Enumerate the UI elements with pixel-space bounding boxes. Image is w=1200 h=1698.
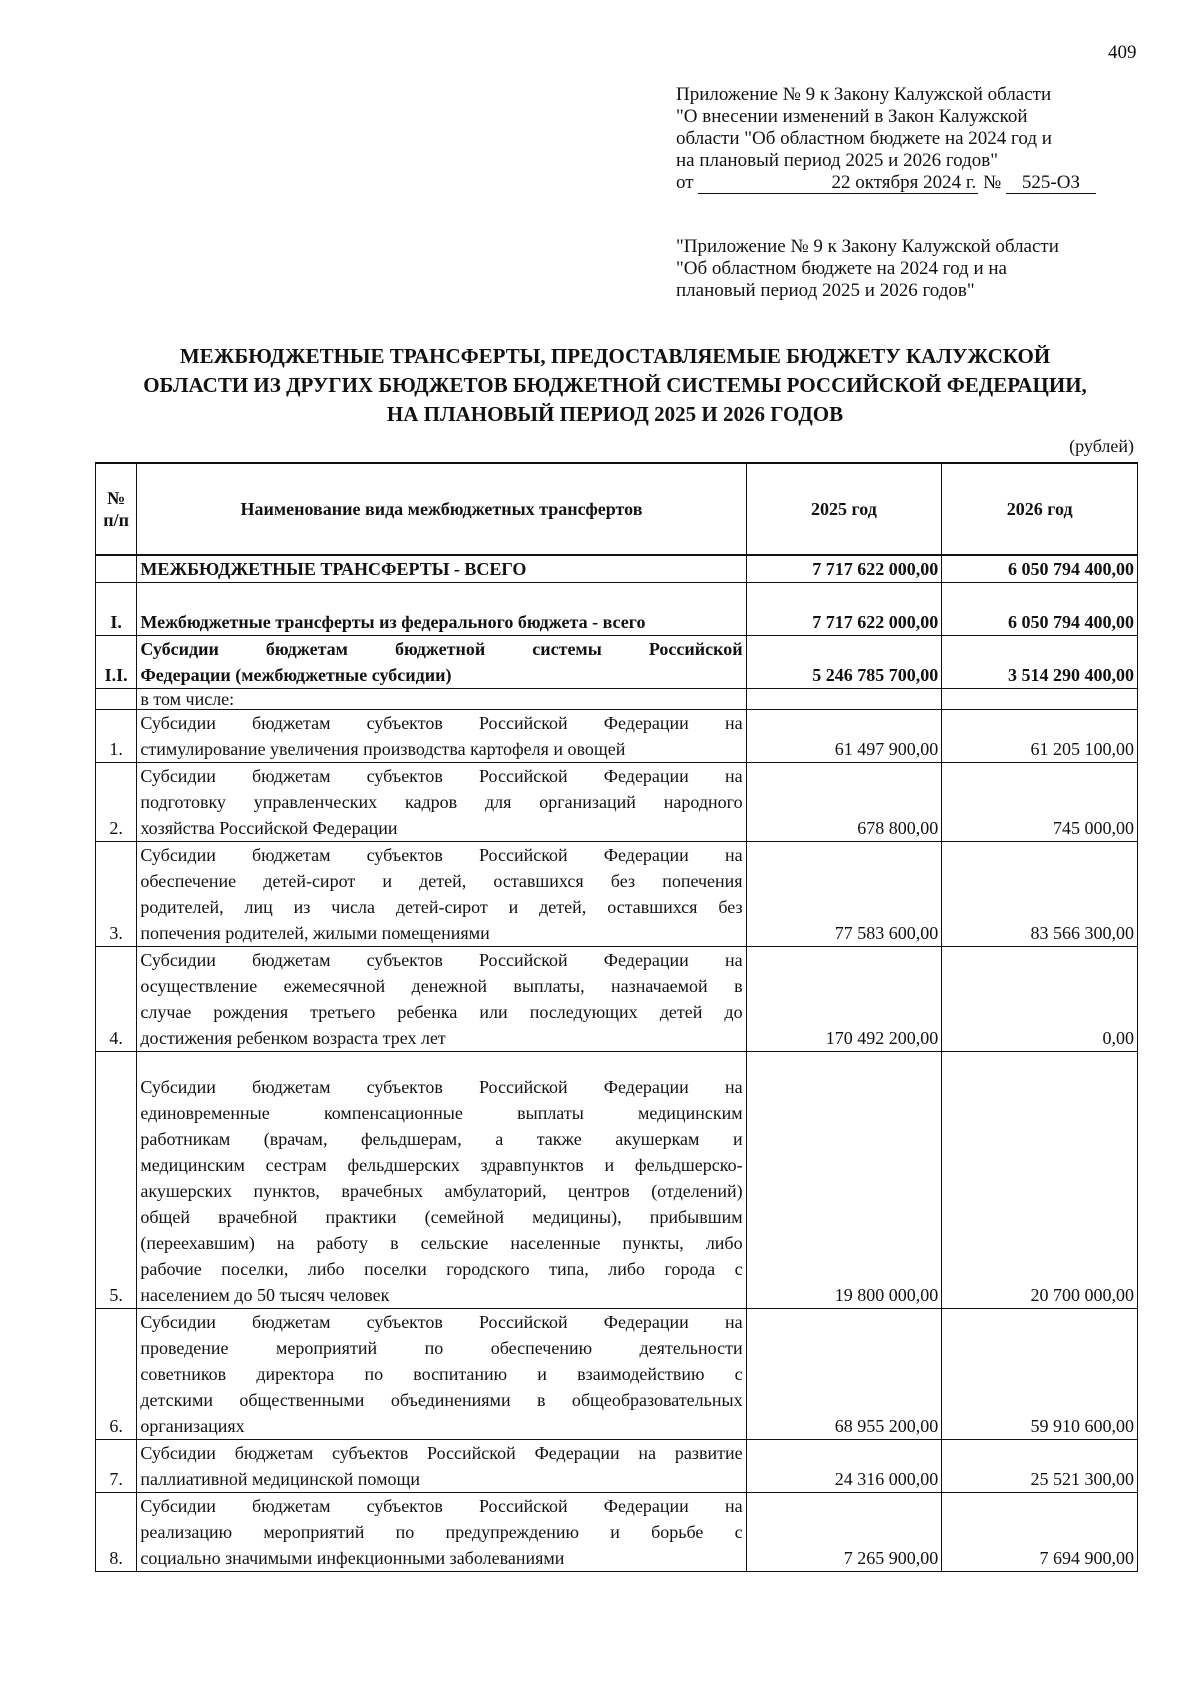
appendix-line: плановый период 2025 и 2026 годов" bbox=[676, 280, 975, 301]
value-2026: 20 700 000,00 bbox=[942, 1052, 1138, 1309]
appendix-line: на плановый период 2025 и 2026 годов" bbox=[676, 150, 998, 171]
appendix-line: "О внесении изменений в Закон Калужской bbox=[676, 106, 1028, 127]
value-2025: 678 800,00 bbox=[746, 763, 942, 842]
table-row bbox=[96, 842, 1138, 947]
row-number: 4. bbox=[96, 947, 137, 1052]
value-2026: 6 050 794 400,00 bbox=[942, 555, 1138, 583]
transfer-name-line: проведение мероприятий по обеспечению деятельности bbox=[140, 1338, 743, 1358]
value-2025: 7 717 622 000,00 bbox=[746, 555, 942, 583]
transfer-name-line: социально значимыми инфекционными заболеваниями bbox=[140, 1548, 565, 1568]
transfer-name-line: осуществление ежемесячной денежной выплаты, назначаемой в bbox=[140, 976, 743, 996]
transfer-name-line: Субсидии бюджетам бюджетной системы Российской bbox=[140, 639, 743, 659]
value-2025: 19 800 000,00 bbox=[746, 1052, 942, 1309]
transfer-name bbox=[137, 763, 746, 842]
transfer-name bbox=[137, 947, 746, 1052]
table-row bbox=[96, 583, 1138, 636]
transfer-name-line: паллиативной медицинской помощи bbox=[140, 1469, 420, 1489]
transfer-name-line: МЕЖБЮДЖЕТНЫЕ ТРАНСФЕРТЫ - ВСЕГО bbox=[140, 559, 527, 579]
title-line: ОБЛАСТИ ИЗ ДРУГИХ БЮДЖЕТОВ БЮДЖЕТНОЙ СИСТЕМЫ РОССИЙСКОЙ ФЕДЕРАЦИИ, bbox=[143, 373, 1087, 397]
header-2025: 2025 год bbox=[746, 463, 942, 555]
transfer-name-line: Субсидии бюджетам субъектов Российской Федерации на bbox=[140, 1077, 743, 1097]
transfer-name-line: в том числе: bbox=[140, 689, 235, 709]
value-2025: 61 497 900,00 bbox=[746, 710, 942, 763]
row-number bbox=[96, 555, 137, 583]
transfer-name-line: Субсидии бюджетам субъектов Российской Федерации на bbox=[140, 713, 743, 733]
row-number: I.I. bbox=[96, 636, 137, 689]
value-2026: 6 050 794 400,00 bbox=[942, 583, 1138, 636]
value-2026: 0,00 bbox=[942, 947, 1138, 1052]
appendix-line: "Об областном бюджете на 2024 год и на bbox=[676, 258, 1007, 279]
transfer-name-line: обеспечение детей-сирот и детей, оставшихся без попечения bbox=[140, 871, 743, 891]
row-number: 6. bbox=[96, 1309, 137, 1440]
transfer-name bbox=[137, 1493, 746, 1572]
transfer-name-line: общей врачебной практики (семейной медицины), прибывшим bbox=[140, 1207, 743, 1227]
transfer-name bbox=[137, 689, 746, 710]
value-2025: 5 246 785 700,00 bbox=[746, 636, 942, 689]
transfer-name-line: достижения ребенком возраста трех лет bbox=[140, 1028, 446, 1048]
row-number: I. bbox=[96, 583, 137, 636]
transfer-name-line: детскими общественными объединениями в общеобразовательных bbox=[140, 1390, 743, 1410]
value-2026: 745 000,00 bbox=[942, 763, 1138, 842]
transfer-name-line: случае рождения третьего ребенка или последующих детей до bbox=[140, 1002, 743, 1022]
transfer-name-line: акушерских пунктов, врачебных амбулаторий, центров (отделений) bbox=[140, 1181, 743, 1201]
table-row bbox=[96, 763, 1138, 842]
law-date: 22 октября 2024 г. bbox=[698, 173, 978, 194]
table-row bbox=[96, 689, 1138, 710]
appendix-line: "Приложение № 9 к Закону Калужской области bbox=[676, 236, 1059, 257]
transfer-name-line: попечения родителей, жилыми помещениями bbox=[140, 923, 490, 943]
row-number: 1. bbox=[96, 710, 137, 763]
table-row bbox=[96, 1309, 1138, 1440]
transfers-table bbox=[95, 462, 1138, 1572]
value-2026 bbox=[942, 689, 1138, 710]
transfer-name-line: советников директора по воспитанию и взаимодействию с bbox=[140, 1364, 743, 1384]
transfer-name bbox=[137, 555, 746, 583]
transfer-name bbox=[137, 710, 746, 763]
value-2026: 59 910 600,00 bbox=[942, 1309, 1138, 1440]
units-label: (рублей) bbox=[1069, 436, 1134, 456]
row-number: 5. bbox=[96, 1052, 137, 1309]
value-2025: 7 265 900,00 bbox=[746, 1493, 942, 1572]
row-number: 7. bbox=[96, 1440, 137, 1493]
document-title bbox=[90, 342, 1140, 429]
value-2025: 24 316 000,00 bbox=[746, 1440, 942, 1493]
table-row bbox=[96, 710, 1138, 763]
value-2026: 3 514 290 400,00 bbox=[942, 636, 1138, 689]
header-2026: 2026 год bbox=[942, 463, 1138, 555]
transfer-name-line: реализацию мероприятий по предупреждению и борьбе с bbox=[140, 1522, 743, 1542]
table-header-row bbox=[96, 463, 1138, 555]
number-prefix: № bbox=[983, 172, 1002, 193]
table-row bbox=[96, 1493, 1138, 1572]
table-row bbox=[96, 947, 1138, 1052]
date-prefix: от bbox=[676, 172, 694, 193]
value-2026: 83 566 300,00 bbox=[942, 842, 1138, 947]
transfer-name bbox=[137, 1440, 746, 1493]
appendix-line: области "Об областном бюджете на 2024 год и bbox=[676, 128, 1052, 149]
value-2025 bbox=[746, 689, 942, 710]
header-num: № п/п bbox=[96, 463, 137, 555]
table-row bbox=[96, 1052, 1138, 1309]
title-line: МЕЖБЮДЖЕТНЫЕ ТРАНСФЕРТЫ, ПРЕДОСТАВЛЯЕМЫЕ БЮДЖЕТУ КАЛУЖСКОЙ bbox=[179, 344, 1051, 368]
transfer-name-line: родителей, лиц из числа детей-сирот и детей, оставшихся без bbox=[140, 897, 743, 917]
row-number: 8. bbox=[96, 1493, 137, 1572]
value-2026: 61 205 100,00 bbox=[942, 710, 1138, 763]
transfer-name-line: медицинским сестрам фельдшерских здравпунктов и фельдшерско- bbox=[140, 1155, 743, 1175]
appendix-header-original bbox=[676, 236, 1059, 302]
appendix-line: Приложение № 9 к Закону Калужской области bbox=[676, 84, 1052, 105]
transfer-name-line: Межбюджетные трансферты из федерального бюджета - всего bbox=[140, 612, 646, 632]
title-line: НА ПЛАНОВЫЙ ПЕРИОД 2025 И 2026 ГОДОВ bbox=[386, 402, 844, 426]
transfer-name-line: Федерации (межбюджетные субсидии) bbox=[140, 665, 452, 685]
law-number: 525-ОЗ bbox=[1006, 173, 1096, 194]
table-body bbox=[96, 555, 1138, 1572]
transfer-name-line: рабочие поселки, либо поселки городского типа, либо города с bbox=[140, 1259, 743, 1279]
transfer-name bbox=[137, 583, 746, 636]
transfer-name bbox=[137, 1052, 746, 1309]
transfer-name-line: хозяйства Российской Федерации bbox=[140, 818, 398, 838]
value-2025: 170 492 200,00 bbox=[746, 947, 942, 1052]
law-date-line bbox=[676, 172, 1096, 194]
table-row bbox=[96, 1440, 1138, 1493]
transfer-name-line: работникам (врачам, фельдшерам, а также акушеркам и bbox=[140, 1129, 743, 1149]
value-2026: 7 694 900,00 bbox=[942, 1493, 1138, 1572]
row-number: 2. bbox=[96, 763, 137, 842]
value-2025: 77 583 600,00 bbox=[746, 842, 942, 947]
value-2025: 7 717 622 000,00 bbox=[746, 583, 942, 636]
transfer-name-line: Субсидии бюджетам субъектов Российской Федерации на bbox=[140, 1496, 743, 1516]
transfer-name bbox=[137, 636, 746, 689]
transfer-name-line: Субсидии бюджетам субъектов Российской Федерации на bbox=[140, 766, 743, 786]
table-row bbox=[96, 636, 1138, 689]
appendix-header-new bbox=[676, 84, 1096, 194]
header-name: Наименование вида межбюджетных трансфертов bbox=[137, 463, 746, 555]
transfer-name-line: Субсидии бюджетам субъектов Российской Федерации на развитие bbox=[140, 1443, 743, 1463]
value-2025: 68 955 200,00 bbox=[746, 1309, 942, 1440]
transfer-name bbox=[137, 842, 746, 947]
value-2026: 25 521 300,00 bbox=[942, 1440, 1138, 1493]
transfer-name-line: единовременные компенсационные выплаты медицинским bbox=[140, 1103, 743, 1123]
transfer-name-line: подготовку управленческих кадров для организаций народного bbox=[140, 792, 743, 812]
transfer-name-line: (переехавшим) на работу в сельские населенные пункты, либо bbox=[140, 1233, 743, 1253]
transfer-name-line: населением до 50 тысяч человек bbox=[140, 1285, 390, 1305]
transfer-name-line: Субсидии бюджетам субъектов Российской Федерации на bbox=[140, 845, 743, 865]
transfer-name-line: стимулирование увеличения производства картофеля и овощей bbox=[140, 739, 626, 759]
row-number: 3. bbox=[96, 842, 137, 947]
transfer-name-line: Субсидии бюджетам субъектов Российской Федерации на bbox=[140, 1312, 743, 1332]
page-number: 409 bbox=[1108, 42, 1137, 63]
transfer-name bbox=[137, 1309, 746, 1440]
transfer-name-line: Субсидии бюджетам субъектов Российской Федерации на bbox=[140, 950, 743, 970]
row-number bbox=[96, 689, 137, 710]
transfer-name-line: организациях bbox=[140, 1416, 245, 1436]
table-row bbox=[96, 555, 1138, 583]
